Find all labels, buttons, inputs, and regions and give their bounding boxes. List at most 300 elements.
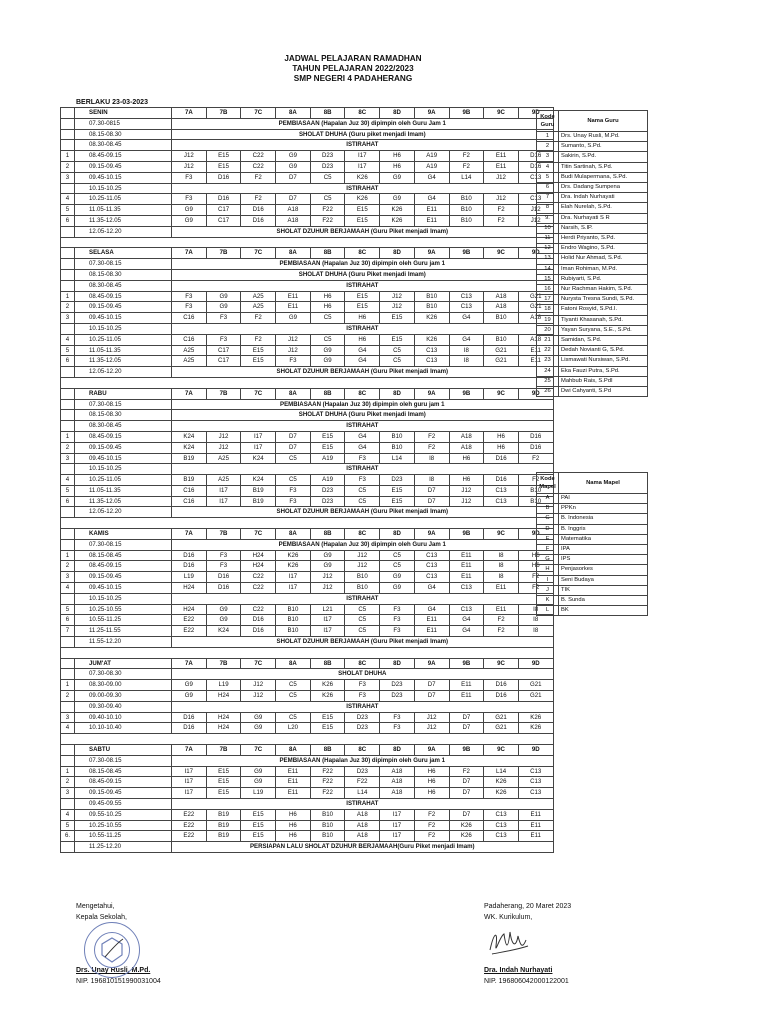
teacher-name: Endro Wagino, S.Pd. <box>559 244 648 254</box>
schedule-cell: J12 <box>310 572 345 583</box>
schedule-cell: F3 <box>206 561 241 572</box>
class-header: 8C <box>345 658 380 669</box>
spacer-row <box>61 647 554 658</box>
period-number: 4 <box>61 723 75 734</box>
schedule-cell: A25 <box>241 291 276 302</box>
schedule-cell: K26 <box>484 788 519 799</box>
teacher-row <box>537 234 648 244</box>
schedule-cell: D7 <box>449 712 484 723</box>
period-time: 09.15-09.45 <box>75 442 172 453</box>
schedule-cell: D23 <box>380 680 415 691</box>
teacher-code: 9. <box>537 213 559 223</box>
schedule-cell: G4 <box>345 345 380 356</box>
teacher-row <box>537 223 648 233</box>
period-time: 10.25-11.05 <box>75 334 172 345</box>
schedule-cell: E15 <box>310 431 345 442</box>
schedule-cell: G9 <box>380 572 415 583</box>
schedule-cell: D16 <box>518 442 553 453</box>
teacher-row <box>537 356 648 366</box>
schedule-cell: L19 <box>206 680 241 691</box>
period-time: 09.00-09.30 <box>75 691 172 702</box>
schedule-row <box>61 291 554 302</box>
schedule-cell: D7 <box>449 723 484 734</box>
activity-label: PEMBIASAAN (Hapalan Juz 30) dipimpin oleh Guru Jam 1 <box>172 539 554 550</box>
period-number <box>61 367 75 378</box>
subject-row <box>537 504 648 514</box>
schedule-cell: F22 <box>345 777 380 788</box>
schedule-row <box>61 831 554 842</box>
schedule-cell: F2 <box>484 626 519 637</box>
schedule-cell: A25 <box>172 356 207 367</box>
period-number <box>61 140 75 151</box>
teacher-name: Drs. Dadang Sumpena <box>559 183 648 193</box>
spacer-row <box>61 518 554 529</box>
teacher-row <box>537 203 648 213</box>
subject-code: L <box>537 606 559 616</box>
class-header: 9D <box>518 745 553 756</box>
teacher-row <box>537 142 648 152</box>
schedule-cell: C13 <box>484 831 519 842</box>
period-number: 1 <box>61 151 75 162</box>
schedule-cell: J12 <box>206 431 241 442</box>
schedule-row <box>61 593 554 604</box>
period-number <box>61 539 75 550</box>
schedule-cell: A18 <box>449 431 484 442</box>
schedule-cell: F2 <box>241 313 276 324</box>
schedule-cell: D23 <box>310 496 345 507</box>
schedule-cell: D23 <box>345 712 380 723</box>
schedule-cell: D16 <box>484 680 519 691</box>
activity-label: SHOLAT DZUHUR BERJAMAAH (Guru Piket menjadi Imam) <box>172 637 554 648</box>
title-line-2: TAHUN PELAJARAN 2022/2023 <box>292 64 414 74</box>
class-header: 9B <box>449 248 484 259</box>
class-header: 9C <box>484 658 519 669</box>
class-header: 7A <box>172 529 207 540</box>
title-line-3: SMP NEGERI 4 PADAHERANG <box>293 74 413 84</box>
schedule-cell: C5 <box>310 334 345 345</box>
schedule-cell: C17 <box>206 345 241 356</box>
period-time: 11.25-12.20 <box>75 842 172 853</box>
class-header: 9C <box>484 248 519 259</box>
teacher-code: 15 <box>537 274 559 284</box>
schedule-cell: H6 <box>414 788 449 799</box>
schedule-cell: J12 <box>518 205 553 216</box>
schedule-cell: E15 <box>345 205 380 216</box>
schedule-cell: D16 <box>206 583 241 594</box>
teacher-code: 3 <box>537 152 559 162</box>
schedule-cell: D23 <box>310 485 345 496</box>
schedule-row <box>61 712 554 723</box>
period-number <box>61 118 75 129</box>
schedule-cell: F2 <box>518 583 553 594</box>
subject-name: BK <box>559 606 648 616</box>
schedule-cell: G21 <box>484 345 519 356</box>
teacher-row <box>537 366 648 376</box>
period-time: 11.35-12.05 <box>75 496 172 507</box>
schedule-cell: I17 <box>241 431 276 442</box>
class-header: 7B <box>206 248 241 259</box>
period-time: 07.30-08.15 <box>75 539 172 550</box>
class-header: 9A <box>414 745 449 756</box>
schedule-cell: G4 <box>449 615 484 626</box>
teacher-row <box>537 244 648 254</box>
schedule-cell: C13 <box>414 345 449 356</box>
teacher-name: Budi Mulapermana, S.Pd. <box>559 172 648 182</box>
teacher-code: 18 <box>537 305 559 315</box>
class-header: 7A <box>172 248 207 259</box>
period-number: 6. <box>61 831 75 842</box>
schedule-cell: F2 <box>414 831 449 842</box>
teacher-code: 16 <box>537 285 559 295</box>
schedule-cell: E11 <box>276 291 311 302</box>
day-header-row <box>61 529 554 540</box>
schedule-cell: E11 <box>518 820 553 831</box>
period-number: 3 <box>61 453 75 464</box>
period-number: 4 <box>61 583 75 594</box>
activity-label: PERSIAPAN LALU SHOLAT DZUHUR BERJAMAAH(Guru Piket menjadi Imam) <box>172 842 554 853</box>
schedule-cell: B19 <box>241 496 276 507</box>
schedule-cell: C22 <box>241 151 276 162</box>
schedule-cell: I8 <box>449 356 484 367</box>
period-number: 4 <box>61 194 75 205</box>
teacher-row <box>537 254 648 264</box>
class-header: 8A <box>276 745 311 756</box>
schedule-cell: G9 <box>241 723 276 734</box>
subject-row <box>537 575 648 585</box>
period-time: 11.05-11.35 <box>75 345 172 356</box>
schedule-cell: H6 <box>518 561 553 572</box>
effective-date: BERLAKU 23-03-2023 <box>76 99 148 106</box>
class-header: 9C <box>484 745 519 756</box>
schedule-cell: E11 <box>449 680 484 691</box>
period-time: 07.30-08.15 <box>75 399 172 410</box>
schedule-row <box>61 161 554 172</box>
subject-name: IPS <box>559 555 648 565</box>
schedule-row <box>61 334 554 345</box>
class-header: 8B <box>310 529 345 540</box>
teacher-name: Herdi Priyanto, S.Pd. <box>559 234 648 244</box>
schedule-row <box>61 431 554 442</box>
schedule-cell: K24 <box>241 475 276 486</box>
period-time: 08.45-09.15 <box>75 291 172 302</box>
schedule-cell: E15 <box>206 788 241 799</box>
teacher-row <box>537 387 648 397</box>
subject-header <box>537 473 648 494</box>
teacher-code: 17 <box>537 295 559 305</box>
schedule-row <box>61 475 554 486</box>
schedule-cell: B19 <box>172 453 207 464</box>
class-header: 9A <box>414 108 449 119</box>
subject-row <box>537 555 648 565</box>
schedule-cell: K24 <box>206 626 241 637</box>
schedule-cell: A25 <box>206 453 241 464</box>
teacher-row <box>537 346 648 356</box>
schedule-cell: F2 <box>449 161 484 172</box>
activity-label: SHOLAT DZUHUR BERJAMAAH (Guru Piket menjadi Imam) <box>172 226 554 237</box>
schedule-cell: I8 <box>414 475 449 486</box>
schedule-cell: C13 <box>484 485 519 496</box>
teacher-name: Fatoni Rosyid, S.Pd.I. <box>559 305 648 315</box>
subject-name: TIK <box>559 585 648 595</box>
schedule-row <box>61 323 554 334</box>
day-header-row <box>61 248 554 259</box>
teacher-code: 6 <box>537 183 559 193</box>
teacher-code: 14 <box>537 264 559 274</box>
sign-right-line2: WK. Kurikulum, <box>484 913 533 921</box>
schedule-row <box>61 464 554 475</box>
schedule-cell: D23 <box>380 475 415 486</box>
teacher-name: Yayan Suryana, S.E., S.Pd. <box>559 325 648 335</box>
schedule-cell: D16 <box>206 172 241 183</box>
schedule-cell: A25 <box>206 475 241 486</box>
subject-name: Matematika <box>559 534 648 544</box>
schedule-cell: K26 <box>276 550 311 561</box>
period-number <box>61 637 75 648</box>
schedule-cell: E15 <box>380 313 415 324</box>
schedule-row <box>61 496 554 507</box>
teacher-name: Narsih, S.IP. <box>559 223 648 233</box>
schedule-cell: C17 <box>206 205 241 216</box>
schedule-cell: G9 <box>172 680 207 691</box>
schedule-cell: C5 <box>345 615 380 626</box>
schedule-cell: E11 <box>484 161 519 172</box>
period-time: 09.45-10.15 <box>75 313 172 324</box>
teacher-code: 23 <box>537 356 559 366</box>
schedule-cell: L19 <box>241 788 276 799</box>
schedule-cell: E11 <box>484 604 519 615</box>
schedule-cell: E11 <box>449 550 484 561</box>
teacher-code: 13 <box>537 254 559 264</box>
schedule-cell: K26 <box>518 712 553 723</box>
schedule-cell: C13 <box>449 302 484 313</box>
teacher-row <box>537 183 648 193</box>
schedule-cell: G4 <box>414 172 449 183</box>
schedule-cell: B10 <box>345 583 380 594</box>
class-header: 9B <box>449 529 484 540</box>
subject-row <box>537 524 648 534</box>
day-name: SENIN <box>75 108 172 119</box>
schedule-row <box>61 766 554 777</box>
schedule-cell: C13 <box>414 550 449 561</box>
period-number: 5 <box>61 820 75 831</box>
schedule-row <box>61 399 554 410</box>
class-header: 8C <box>345 108 380 119</box>
period-number <box>61 269 75 280</box>
schedule-cell: C22 <box>241 161 276 172</box>
schedule-cell: F3 <box>276 485 311 496</box>
schedule-cell: C5 <box>276 712 311 723</box>
schedule-cell: G4 <box>449 313 484 324</box>
class-header: 9B <box>449 388 484 399</box>
schedule-cell: E15 <box>241 345 276 356</box>
schedule-cell: C5 <box>380 561 415 572</box>
period-time: 10.15-10.25 <box>75 464 172 475</box>
subject-code: F <box>537 545 559 555</box>
period-time: 11.25-11.55 <box>75 626 172 637</box>
schedule-cell: D7 <box>276 442 311 453</box>
teacher-name: Lismawati Nursiwan, S.Pd. <box>559 356 648 366</box>
schedule-row <box>61 129 554 140</box>
schedule-cell: J12 <box>380 291 415 302</box>
class-header: 8B <box>310 745 345 756</box>
schedule-cell: L21 <box>310 604 345 615</box>
class-header: 9D <box>518 388 553 399</box>
period-time: 08.15-08.30 <box>75 269 172 280</box>
period-time: 09.45-09.55 <box>75 799 172 810</box>
schedule-row <box>61 539 554 550</box>
schedule-cell: F3 <box>172 302 207 313</box>
teacher-row <box>537 264 648 274</box>
period-time: 09.45-10.15 <box>75 583 172 594</box>
schedule-cell: F3 <box>172 291 207 302</box>
schedule-cell: C5 <box>276 475 311 486</box>
schedule-cell: G21 <box>518 302 553 313</box>
period-number <box>61 280 75 291</box>
schedule-cell: I8 <box>518 615 553 626</box>
schedule-cell: E11 <box>449 691 484 702</box>
period-time: 10.15-10.25 <box>75 323 172 334</box>
period-number <box>61 464 75 475</box>
schedule-cell: I17 <box>172 777 207 788</box>
schedule-cell: F2 <box>518 475 553 486</box>
class-header: 7A <box>172 745 207 756</box>
principal-nip: NIP. 196810151990031004 <box>76 977 161 985</box>
schedule-cell: E22 <box>172 820 207 831</box>
class-header: 8A <box>276 529 311 540</box>
schedule-cell: F3 <box>172 194 207 205</box>
teacher-header-code: Kode Guru <box>537 111 559 132</box>
sign-right-line1: Padaherang, 20 Maret 2023 <box>484 903 572 910</box>
activity-label: SHOLAT DHUHA <box>172 669 554 680</box>
teacher-code: 5 <box>537 172 559 182</box>
activity-label: SHOLAT DZUHUR BERJAMAAH (Guru Piket menjadi Imam) <box>172 367 554 378</box>
schedule-cell: C16 <box>172 485 207 496</box>
schedule-cell: J12 <box>449 485 484 496</box>
schedule-cell: E15 <box>206 766 241 777</box>
class-header: 7C <box>241 108 276 119</box>
schedule-cell: K26 <box>449 831 484 842</box>
schedule-row <box>61 615 554 626</box>
period-time: 10.25-11.05 <box>75 475 172 486</box>
schedule-cell: H6 <box>380 161 415 172</box>
activity-label: ISTIRAHAT <box>172 421 554 432</box>
period-number: 5 <box>61 345 75 356</box>
schedule-cell: F2 <box>449 151 484 162</box>
period-number: 2 <box>61 561 75 572</box>
schedule-cell: E11 <box>276 777 311 788</box>
schedule-cell: D16 <box>241 615 276 626</box>
schedule-cell: E11 <box>449 572 484 583</box>
schedule-cell: D16 <box>206 572 241 583</box>
subject-name: B. Inggris <box>559 524 648 534</box>
schedule-row <box>61 507 554 518</box>
subject-row <box>537 534 648 544</box>
period-number: 3 <box>61 572 75 583</box>
day-header-row <box>61 745 554 756</box>
teacher-row <box>537 376 648 386</box>
schedule-cell: K24 <box>241 453 276 464</box>
schedule-cell: F2 <box>484 615 519 626</box>
schedule-cell: E11 <box>276 788 311 799</box>
schedule-cell: C5 <box>380 356 415 367</box>
schedule-cell: E11 <box>484 583 519 594</box>
schedule-cell: E15 <box>241 820 276 831</box>
schedule-cell: C5 <box>380 345 415 356</box>
period-time: 07.30-08.30 <box>75 669 172 680</box>
schedule-cell: B10 <box>518 496 553 507</box>
schedule-cell: C5 <box>345 604 380 615</box>
schedule-cell: F2 <box>414 820 449 831</box>
subject-name: PPKn <box>559 504 648 514</box>
schedule-cell: E15 <box>310 723 345 734</box>
schedule-cell: B10 <box>276 626 311 637</box>
schedule-row <box>61 140 554 151</box>
teacher-code: 26 <box>537 387 559 397</box>
schedule-cell: D7 <box>276 172 311 183</box>
subject-row <box>537 565 648 575</box>
period-number: 3 <box>61 712 75 723</box>
schedule-cell: F3 <box>345 680 380 691</box>
class-header: 9D <box>518 529 553 540</box>
schedule-cell: I8 <box>518 604 553 615</box>
schedule-cell: B10 <box>345 572 380 583</box>
schedule-cell: A18 <box>449 442 484 453</box>
teacher-code: 25 <box>537 376 559 386</box>
schedule-cell: A18 <box>276 205 311 216</box>
schedule-cell: D7 <box>414 496 449 507</box>
schedule-cell: A19 <box>310 475 345 486</box>
schedule-cell: K26 <box>345 194 380 205</box>
class-header: 8A <box>276 108 311 119</box>
schedule-cell: C5 <box>310 313 345 324</box>
teacher-code: 24 <box>537 366 559 376</box>
schedule-cell: J12 <box>414 712 449 723</box>
schedule-row <box>61 723 554 734</box>
period-time: 09.40-10.10 <box>75 712 172 723</box>
schedule-cell: A18 <box>518 313 553 324</box>
schedule-cell: D16 <box>172 723 207 734</box>
class-header: 7A <box>172 108 207 119</box>
schedule-cell: K26 <box>276 561 311 572</box>
schedule-cell: H6 <box>276 831 311 842</box>
schedule-cell: H6 <box>310 302 345 313</box>
class-header: 9C <box>484 388 519 399</box>
schedule-cell: H6 <box>484 431 519 442</box>
schedule-cell: L14 <box>484 766 519 777</box>
activity-label: PEMBIASAAN (Hapalan Juz 30) dipimpin oleh Guru jam 1 <box>172 755 554 766</box>
schedule-cell: F2 <box>241 194 276 205</box>
schedule-cell: G4 <box>414 194 449 205</box>
schedule-row <box>61 842 554 853</box>
schedule-cell: J12 <box>206 442 241 453</box>
period-time: 08.30-08.45 <box>75 421 172 432</box>
class-header: 8C <box>345 745 380 756</box>
schedule-cell: E15 <box>345 215 380 226</box>
period-number <box>61 507 75 518</box>
class-header: 8B <box>310 388 345 399</box>
teacher-name: Dedah Novianti G, S.Pd. <box>559 346 648 356</box>
period-time: 11.05-11.35 <box>75 485 172 496</box>
period-time: 08.45-09.15 <box>75 431 172 442</box>
schedule-cell: D7 <box>414 691 449 702</box>
schedule-cell: F2 <box>241 334 276 345</box>
class-header: 8D <box>380 658 415 669</box>
schedule-cell: D7 <box>414 680 449 691</box>
schedule-cell: A25 <box>172 345 207 356</box>
schedule-cell: D16 <box>172 550 207 561</box>
period-number: 2 <box>61 302 75 313</box>
schedule-cell: F3 <box>276 496 311 507</box>
